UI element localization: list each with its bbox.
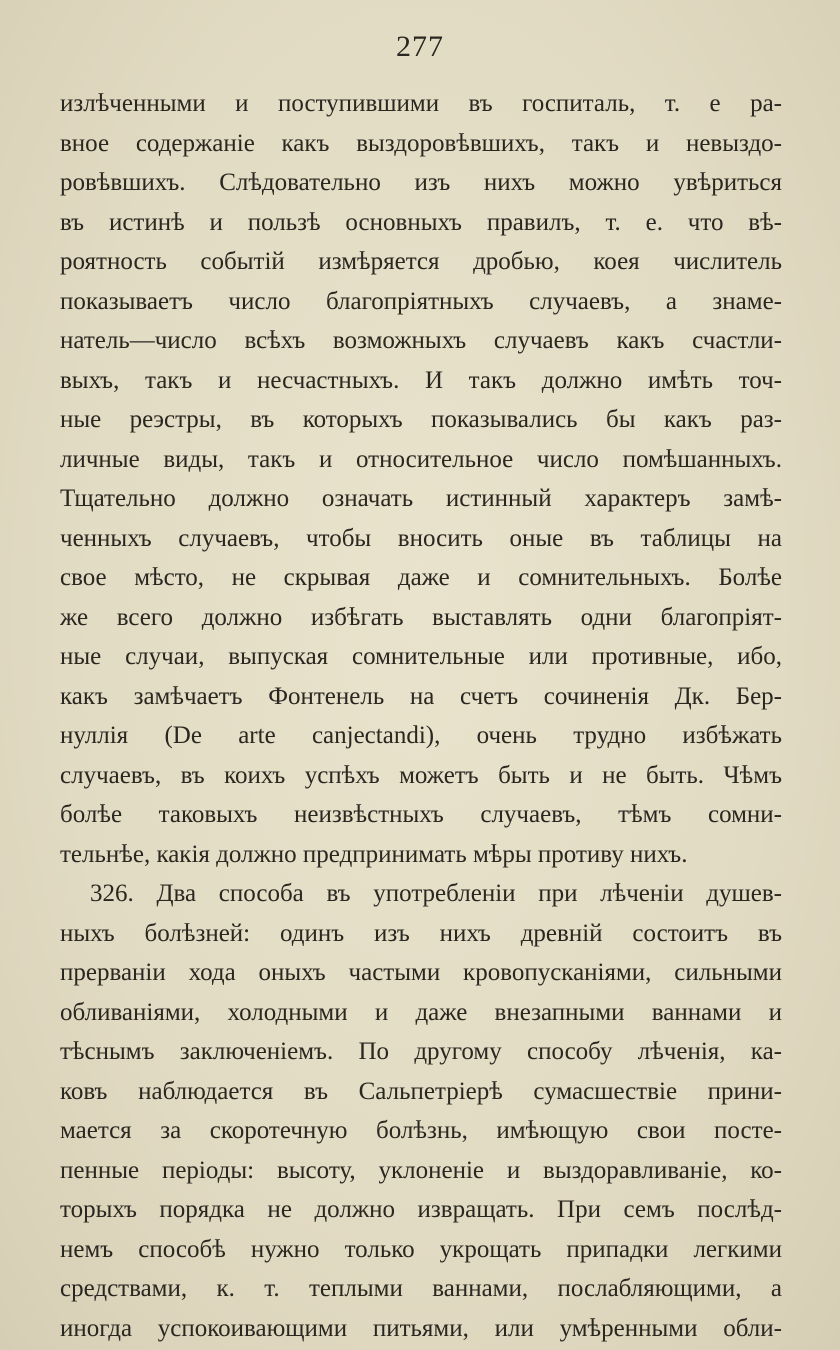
text-line: личные виды, такъ и относительное число помѣшанныхъ.	[60, 445, 782, 473]
text-line: какъ замѣчаетъ Фонтенель на счетъ сочиненія Дк. Бер-	[60, 682, 782, 710]
text-line: торыхъ порядка не должно извращать. При семъ послѣд-	[60, 1196, 782, 1223]
text-line: ровѣвшихъ. Слѣдовательно изъ нихъ можно увѣриться	[60, 169, 782, 196]
text-line: выхъ, такъ и несчастныхъ. И такъ должно имѣть точ-	[60, 366, 782, 394]
text-line: мается за скоротечную болѣзнь, имѣющую свои посте-	[60, 1117, 782, 1144]
text-line: ныхъ болѣзней: одинъ изъ нихъ древній состоитъ въ	[60, 919, 782, 947]
text-line: прерваніи хода оныхъ частыми кровопусканіями, сильными	[60, 959, 782, 986]
text-line: нуллія (De arte canjectandi), очень трудно избѣжать	[60, 722, 782, 749]
text-line: же всего должно избѣгать выставлять одни благопріят-	[60, 603, 782, 631]
page-number: 277	[396, 30, 444, 63]
text-line: вное содержаніе какъ выздоровѣвшихъ, такъ и невыздо-	[60, 129, 782, 157]
text-line: ковъ наблюдается въ Сальпетріерѣ сумасшествіе прини-	[60, 1077, 782, 1105]
text-line: роятность событій измѣряется дробью, коея числитель	[60, 248, 782, 275]
text-line: случаевъ, въ коихъ успѣхъ можетъ быть и не быть. Чѣмъ	[60, 761, 782, 789]
text-line: обливаніями, холодными и даже внезапными ваннами и	[60, 998, 782, 1026]
text-line: болѣе таковыхъ неизвѣстныхъ случаевъ, тѣмъ сомни-	[60, 801, 782, 828]
text-line: тѣснымъ заключеніемъ. По другому способу лѣченія, ка-	[60, 1038, 782, 1065]
text-line: излѣченными и поступившими въ госпиталь, т. е ра-	[60, 90, 782, 117]
text-line: немъ способѣ нужно только укрощать припадки легкими	[60, 1235, 782, 1263]
text-line: ные реэстры, въ которыхъ показывались бы какъ раз-	[60, 406, 782, 433]
text-line: тельнѣе, какія должно предпринимать мѣры противу нихъ.	[60, 840, 688, 868]
text-line: иногда успокоивающими питьями, или умѣренными обли-	[60, 1314, 782, 1342]
text-line: средствами, к. т. теплыми ваннами, послабляющими, а	[60, 1275, 782, 1302]
text-line: ченныхъ случаевъ, чтобы вносить оные въ таблицы на	[60, 524, 782, 552]
text-line: ные случаи, выпуская сомнительные или противные, ибо,	[60, 643, 782, 670]
text-line: свое мѣсто, не скрывая даже и сомнительныхъ. Болѣе	[60, 564, 782, 591]
text-line: показываетъ число благопріятныхъ случаевъ, а знаме-	[60, 287, 782, 315]
text-line: пенные періоды: высоту, уклоненіе и выздоравливаніе, ко-	[60, 1156, 782, 1184]
text-line: натель—число всѣхъ возможныхъ случаевъ какъ счастли-	[60, 327, 782, 354]
body-text	[60, 84, 782, 1348]
text-line: 326. Два способа въ употребленіи при лѣченіи душев-	[90, 880, 782, 907]
text-line: въ истинѣ и пользѣ основныхъ правилъ, т. е. что вѣ-	[60, 208, 782, 236]
text-line: Тщательно должно означать истинный характеръ замѣ-	[60, 485, 782, 512]
